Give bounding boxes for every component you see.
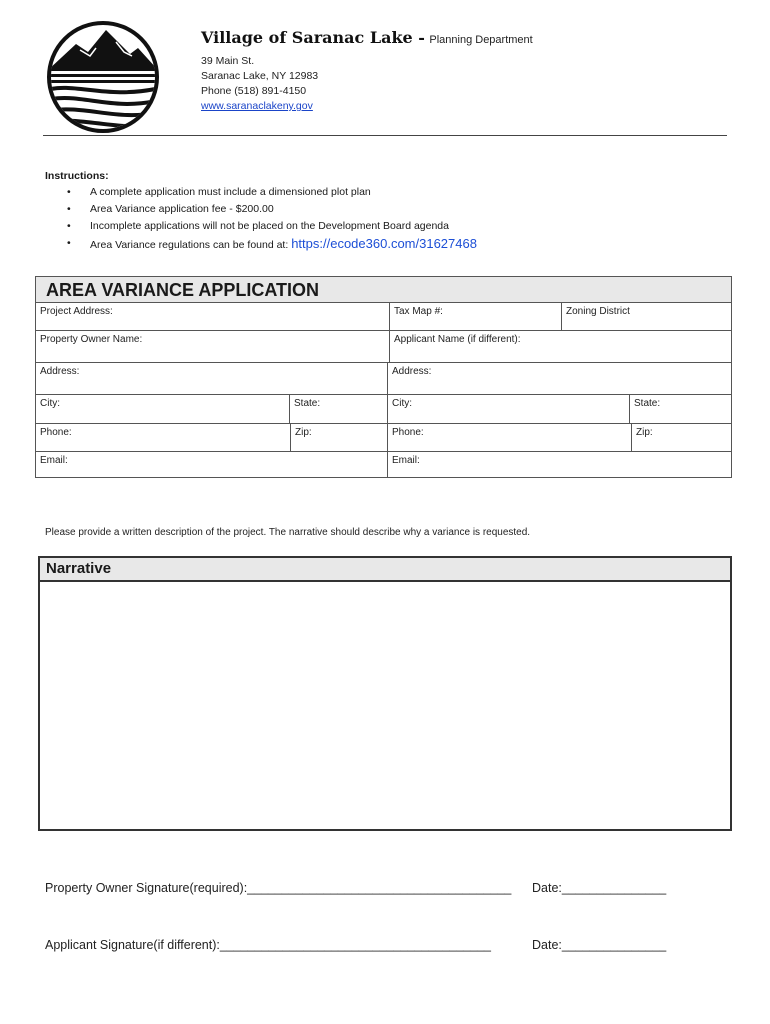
owner-state-field[interactable]: State: bbox=[290, 395, 388, 423]
city-state-zip: Saranac Lake, NY 12983 bbox=[201, 70, 319, 82]
header-block bbox=[201, 28, 533, 114]
owner-date-field[interactable]: Date:_______________ bbox=[532, 881, 667, 895]
website-link[interactable]: www.saranaclakeny.gov bbox=[201, 100, 313, 112]
applicant-email-field[interactable]: Email: bbox=[392, 455, 420, 466]
narrative-prompt: Please provide a written description of the project. The narrative should describe why a variance is requested. bbox=[45, 527, 531, 538]
applicant-phone-field[interactable]: Phone: bbox=[388, 424, 632, 451]
applicant-name-field[interactable]: Applicant Name (if different): bbox=[394, 334, 521, 345]
street-address: 39 Main St. bbox=[201, 55, 255, 67]
applicant-zip-field[interactable]: Zip: bbox=[636, 427, 653, 438]
property-owner-name-field[interactable]: Property Owner Name: bbox=[36, 331, 390, 362]
form-row bbox=[36, 452, 731, 478]
applicant-state-field[interactable]: State: bbox=[634, 398, 661, 409]
application-form bbox=[35, 276, 732, 478]
applicant-date-field[interactable]: Date:_______________ bbox=[532, 938, 667, 952]
instruction-item: • A complete application must include a dimensioned plot plan bbox=[45, 184, 477, 201]
form-row bbox=[36, 363, 731, 395]
org-name: Village of Saranac Lake - bbox=[201, 28, 425, 47]
form-row bbox=[36, 395, 731, 424]
instructions-title: Instructions: bbox=[45, 170, 109, 182]
owner-address-field[interactable]: Address: bbox=[36, 363, 388, 394]
narrative-input-area[interactable] bbox=[40, 582, 730, 829]
contact-block bbox=[201, 54, 533, 114]
owner-email-field[interactable]: Email: bbox=[36, 452, 388, 478]
regulations-link[interactable]: https://ecode360.com/31627468 bbox=[291, 236, 477, 251]
owner-signature-label: Property Owner Signature(required):______________________________________ bbox=[45, 881, 512, 895]
applicant-signature-label: Applicant Signature(if different):_______________________________________ bbox=[45, 938, 491, 952]
narrative-box bbox=[38, 556, 732, 831]
owner-phone-field[interactable]: Phone: bbox=[36, 424, 291, 451]
form-row bbox=[36, 303, 731, 331]
instructions-list bbox=[45, 184, 477, 254]
project-address-field[interactable]: Project Address: bbox=[36, 303, 390, 330]
instruction-item: • Area Variance application fee - $200.00 bbox=[45, 201, 477, 218]
village-logo bbox=[46, 20, 160, 134]
form-row bbox=[36, 424, 731, 452]
applicant-address-field[interactable]: Address: bbox=[392, 366, 432, 377]
instructions-section bbox=[45, 170, 477, 254]
instruction-item: • Incomplete applications will not be placed on the Development Board agenda bbox=[45, 218, 477, 235]
narrative-title: Narrative bbox=[40, 558, 730, 582]
owner-zip-field[interactable]: Zip: bbox=[291, 424, 388, 451]
owner-signature-line[interactable] bbox=[45, 881, 667, 895]
phone-number: Phone (518) 891-4150 bbox=[201, 85, 307, 97]
tax-map-field[interactable]: Tax Map #: bbox=[390, 303, 562, 330]
header-divider bbox=[43, 135, 727, 136]
department-name: Planning Department bbox=[429, 34, 533, 46]
zoning-district-field[interactable]: Zoning District bbox=[566, 306, 630, 317]
application-title: AREA VARIANCE APPLICATION bbox=[36, 277, 731, 303]
owner-city-field[interactable]: City: bbox=[36, 395, 290, 423]
form-row bbox=[36, 331, 731, 363]
instruction-item: • Area Variance regulations can be found at: https://ecode360.com/31627468 bbox=[45, 235, 477, 254]
applicant-city-field[interactable]: City: bbox=[388, 395, 630, 423]
applicant-signature-line[interactable] bbox=[45, 938, 667, 952]
